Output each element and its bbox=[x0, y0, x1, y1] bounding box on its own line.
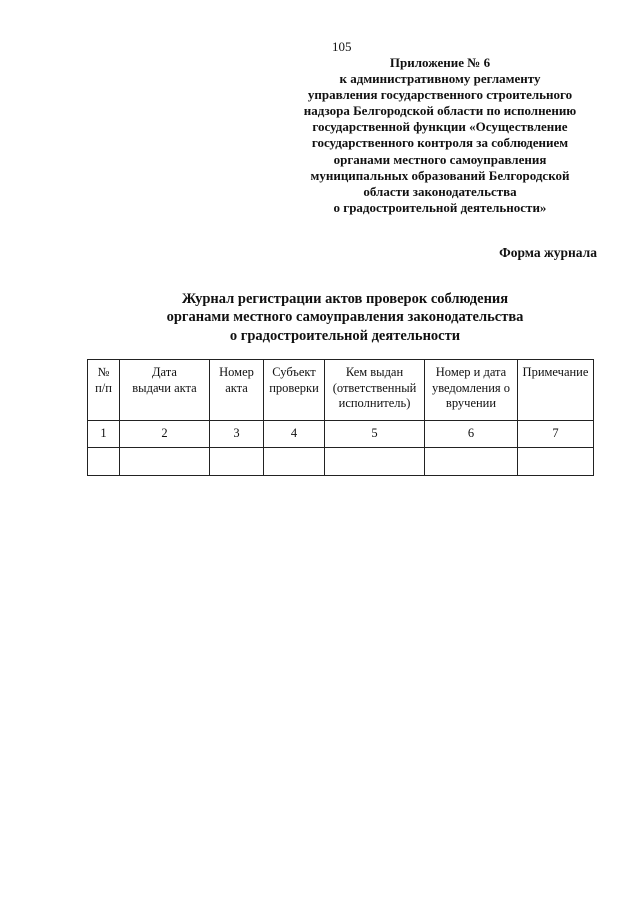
column-number-cell: 3 bbox=[210, 421, 264, 448]
header-text: исполнитель) bbox=[338, 396, 411, 410]
header-cell-subject bbox=[264, 360, 325, 421]
appendix-line: области законодательства bbox=[363, 183, 517, 199]
blank-entry-row bbox=[88, 448, 594, 476]
journal-title-line: органами местного самоуправления законодательства bbox=[166, 309, 524, 326]
journal-title-line: Журнал регистрации актов проверок соблюдения bbox=[181, 291, 509, 307]
column-number-cell: 7 bbox=[518, 421, 594, 448]
appendix-line: надзора Белгородской области по исполнению bbox=[303, 103, 577, 119]
appendix-line: управления государственного строительного bbox=[307, 87, 573, 103]
header-text: № bbox=[97, 365, 110, 379]
column-number-row bbox=[88, 421, 594, 448]
table-header-row bbox=[88, 360, 594, 421]
header-text: Номер и дата bbox=[435, 365, 507, 379]
blank-cell bbox=[325, 448, 425, 476]
column-number-cell: 4 bbox=[264, 421, 325, 448]
appendix-line: к административному регламенту bbox=[339, 71, 541, 87]
appendix-header bbox=[270, 55, 610, 216]
blank-cell bbox=[425, 448, 518, 476]
header-text: вручении bbox=[445, 396, 497, 410]
column-number-cell: 6 bbox=[425, 421, 518, 448]
header-text: уведомления о bbox=[431, 380, 511, 395]
header-cell-number bbox=[88, 360, 120, 421]
header-text: Кем выдан bbox=[345, 365, 404, 379]
header-cell-note bbox=[518, 360, 594, 421]
appendix-line: муниципальных образований Белгородской bbox=[310, 167, 570, 183]
journal-title bbox=[120, 290, 570, 345]
appendix-title: Приложение № 6 bbox=[389, 55, 491, 70]
header-cell-issued-by bbox=[325, 360, 425, 421]
header-text: Субъект bbox=[272, 365, 316, 379]
header-text: (ответственный bbox=[332, 380, 417, 395]
blank-cell bbox=[88, 448, 120, 476]
page-number: 105 bbox=[332, 39, 352, 54]
form-label: Форма журнала bbox=[499, 245, 597, 260]
column-number-cell: 2 bbox=[120, 421, 210, 448]
header-cell-notice bbox=[425, 360, 518, 421]
journal-title-line: о градостроительной деятельности bbox=[229, 327, 461, 344]
header-cell-act-date bbox=[120, 360, 210, 421]
column-number-cell: 1 bbox=[88, 421, 120, 448]
appendix-line: государственной функции «Осуществление bbox=[312, 119, 568, 135]
header-text: Номер bbox=[219, 365, 254, 379]
header-text: проверки bbox=[269, 380, 319, 395]
blank-cell bbox=[518, 448, 594, 476]
journal-table bbox=[87, 359, 594, 476]
column-number-cell: 5 bbox=[325, 421, 425, 448]
header-text: Дата bbox=[152, 365, 177, 379]
appendix-line: о градостроительной деятельности» bbox=[333, 199, 547, 215]
blank-cell bbox=[210, 448, 264, 476]
appendix-line: государственного контроля за соблюдением bbox=[311, 135, 569, 151]
blank-cell bbox=[120, 448, 210, 476]
blank-cell bbox=[264, 448, 325, 476]
header-text: акта bbox=[225, 380, 248, 395]
header-text: п/п bbox=[95, 380, 112, 395]
appendix-line: органами местного самоуправления bbox=[333, 151, 547, 167]
header-text: Примечание bbox=[522, 365, 589, 379]
header-cell-act-number bbox=[210, 360, 264, 421]
header-text: выдачи акта bbox=[132, 380, 197, 395]
